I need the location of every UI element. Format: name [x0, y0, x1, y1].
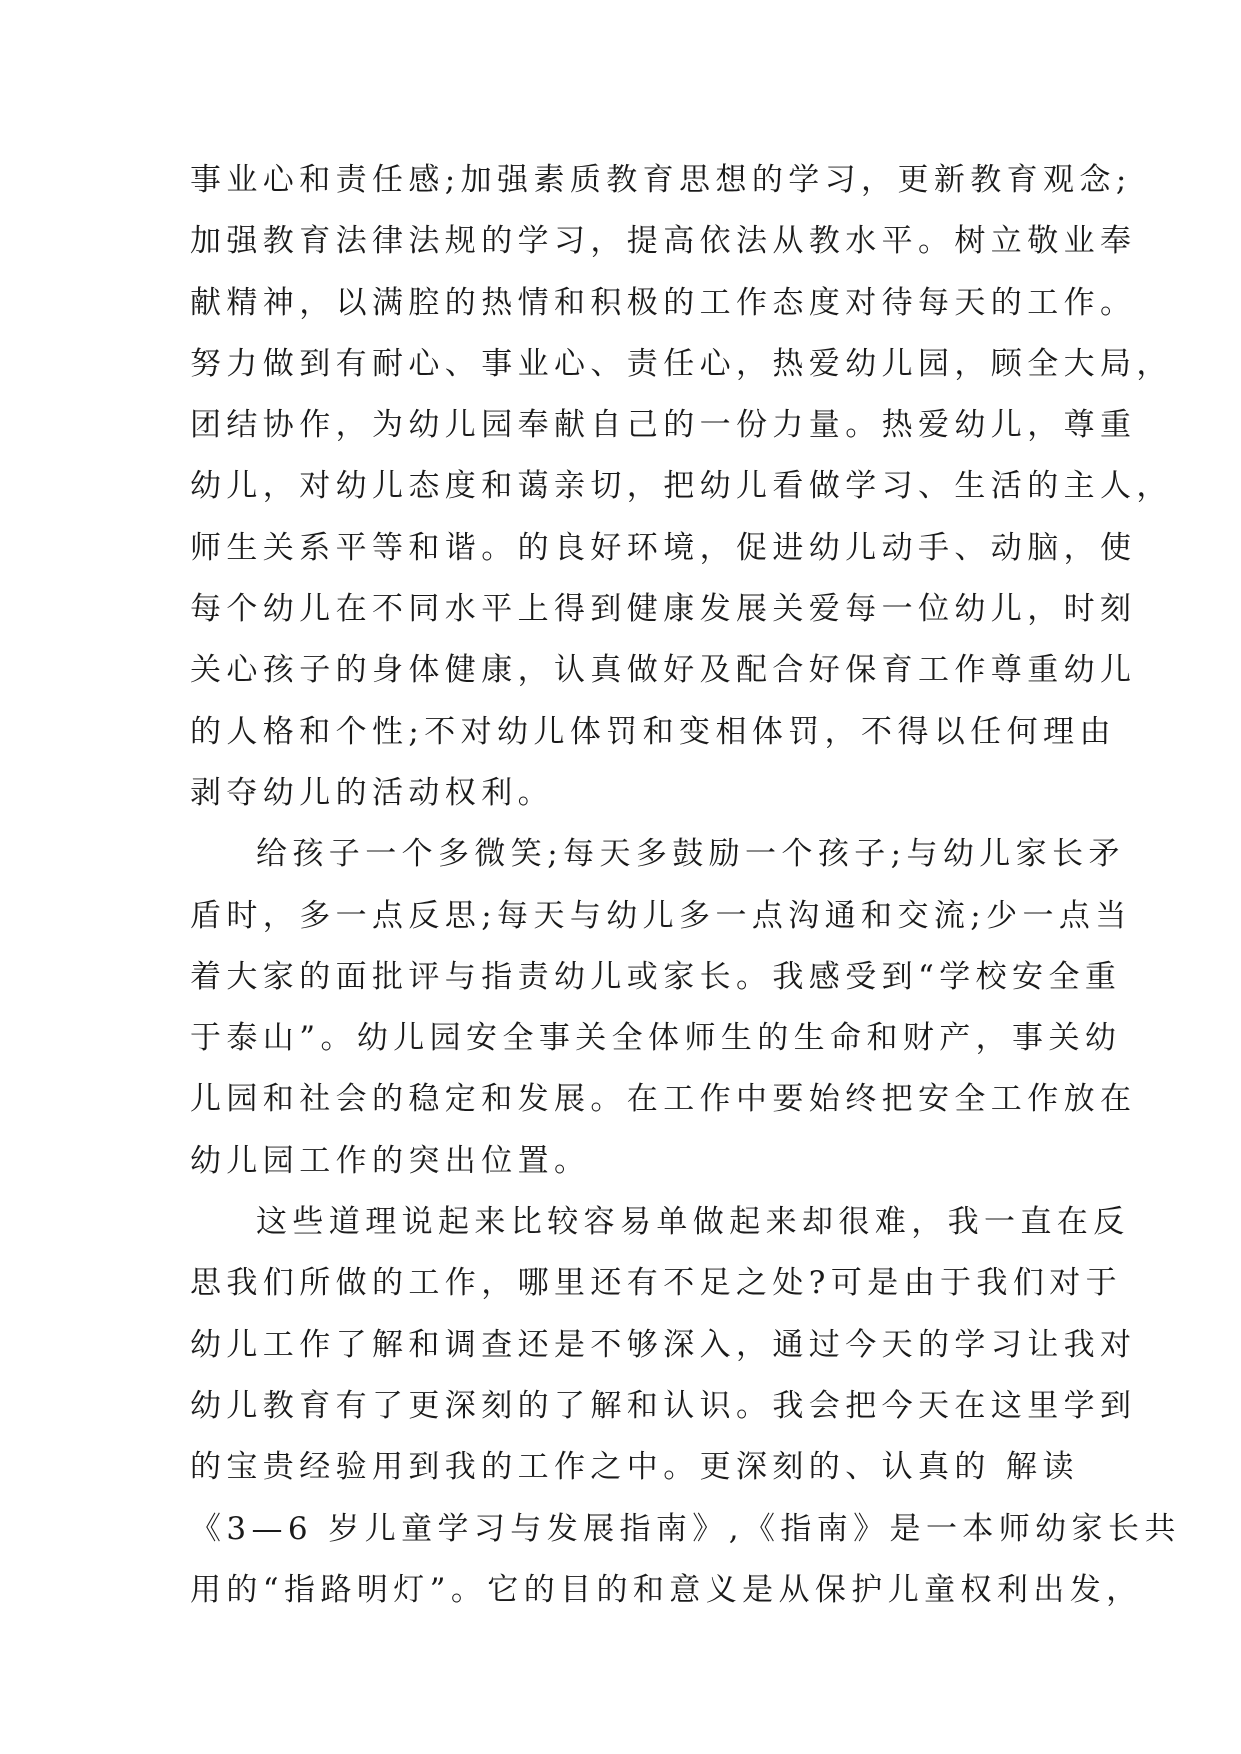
- text-line: 着大家的面批评与指责幼儿或家长。我感受到“学校安全重: [190, 958, 1122, 995]
- text-line: 思我们所做的工作，哪里还有不足之处?可是由于我们对于: [190, 1265, 1123, 1302]
- text-line: 幼儿，对幼儿态度和蔼亲切，把幼儿看做学习、生活的主人，: [190, 468, 1173, 505]
- text-line: 献精神，以满腔的热情和积极的工作态度对待每天的工作。: [190, 284, 1137, 321]
- text-line: 儿园和社会的稳定和发展。在工作中要始终把安全工作放在: [190, 1081, 1137, 1118]
- text-line: 师生关系平等和谐。的良好环境，促进幼儿动手、动脑，使: [190, 529, 1137, 566]
- text-line: 的人格和个性;不对幼儿体罚和变相体罚，不得以任何理由: [190, 713, 1116, 750]
- text-line: 剥夺幼儿的活动权利。: [190, 774, 554, 811]
- text-line: 关心孩子的身体健康，认真做好及配合好保育工作尊重幼儿: [190, 652, 1137, 689]
- text-line: 的宝贵经验用到我的工作之中。更深刻的、认真的 解读: [190, 1449, 1079, 1486]
- paragraph-start-line: 给孩子一个多微笑;每天多鼓励一个孩子;与幼儿家长矛: [256, 836, 1125, 873]
- text-line: 于泰山”。幼儿园安全事关全体师生的生命和财产，事关幼: [190, 1020, 1122, 1057]
- text-line: 《3—6 岁儿童学习与发展指南》,《指南》是一本师幼家长共: [190, 1510, 1181, 1547]
- text-line: 盾时，多一点反思;每天与幼儿多一点沟通和交流;少一点当: [190, 897, 1132, 934]
- text-line: 幼儿工作了解和调查还是不够深入，通过今天的学习让我对: [190, 1326, 1137, 1363]
- text-line: 每个幼儿在不同水平上得到健康发展关爱每一位幼儿，时刻: [190, 591, 1137, 628]
- text-line: 团结协作，为幼儿园奉献自己的一份力量。热爱幼儿，尊重: [190, 407, 1137, 444]
- paragraph-start-line: 这些道理说起来比较容易单做起来却很难，我一直在反: [256, 1204, 1130, 1241]
- text-line: 努力做到有耐心、事业心、责任心，热爱幼儿园，顾全大局，: [190, 345, 1173, 382]
- text-line: 幼儿教育有了更深刻的了解和认识。我会把今天在这里学到: [190, 1387, 1137, 1424]
- text-line: 加强教育法律法规的学习，提高依法从教水平。树立敬业奉: [190, 223, 1137, 260]
- text-line: 事业心和责任感;加强素质教育思想的学习，更新教育观念;: [190, 162, 1132, 198]
- text-line: 用的“指路明灯”。它的目的和意义是从保护儿童权利出发，: [190, 1571, 1143, 1608]
- body-text: [190, 150, 1181, 1621]
- text-line: 幼儿园工作的突出位置。: [190, 1142, 591, 1179]
